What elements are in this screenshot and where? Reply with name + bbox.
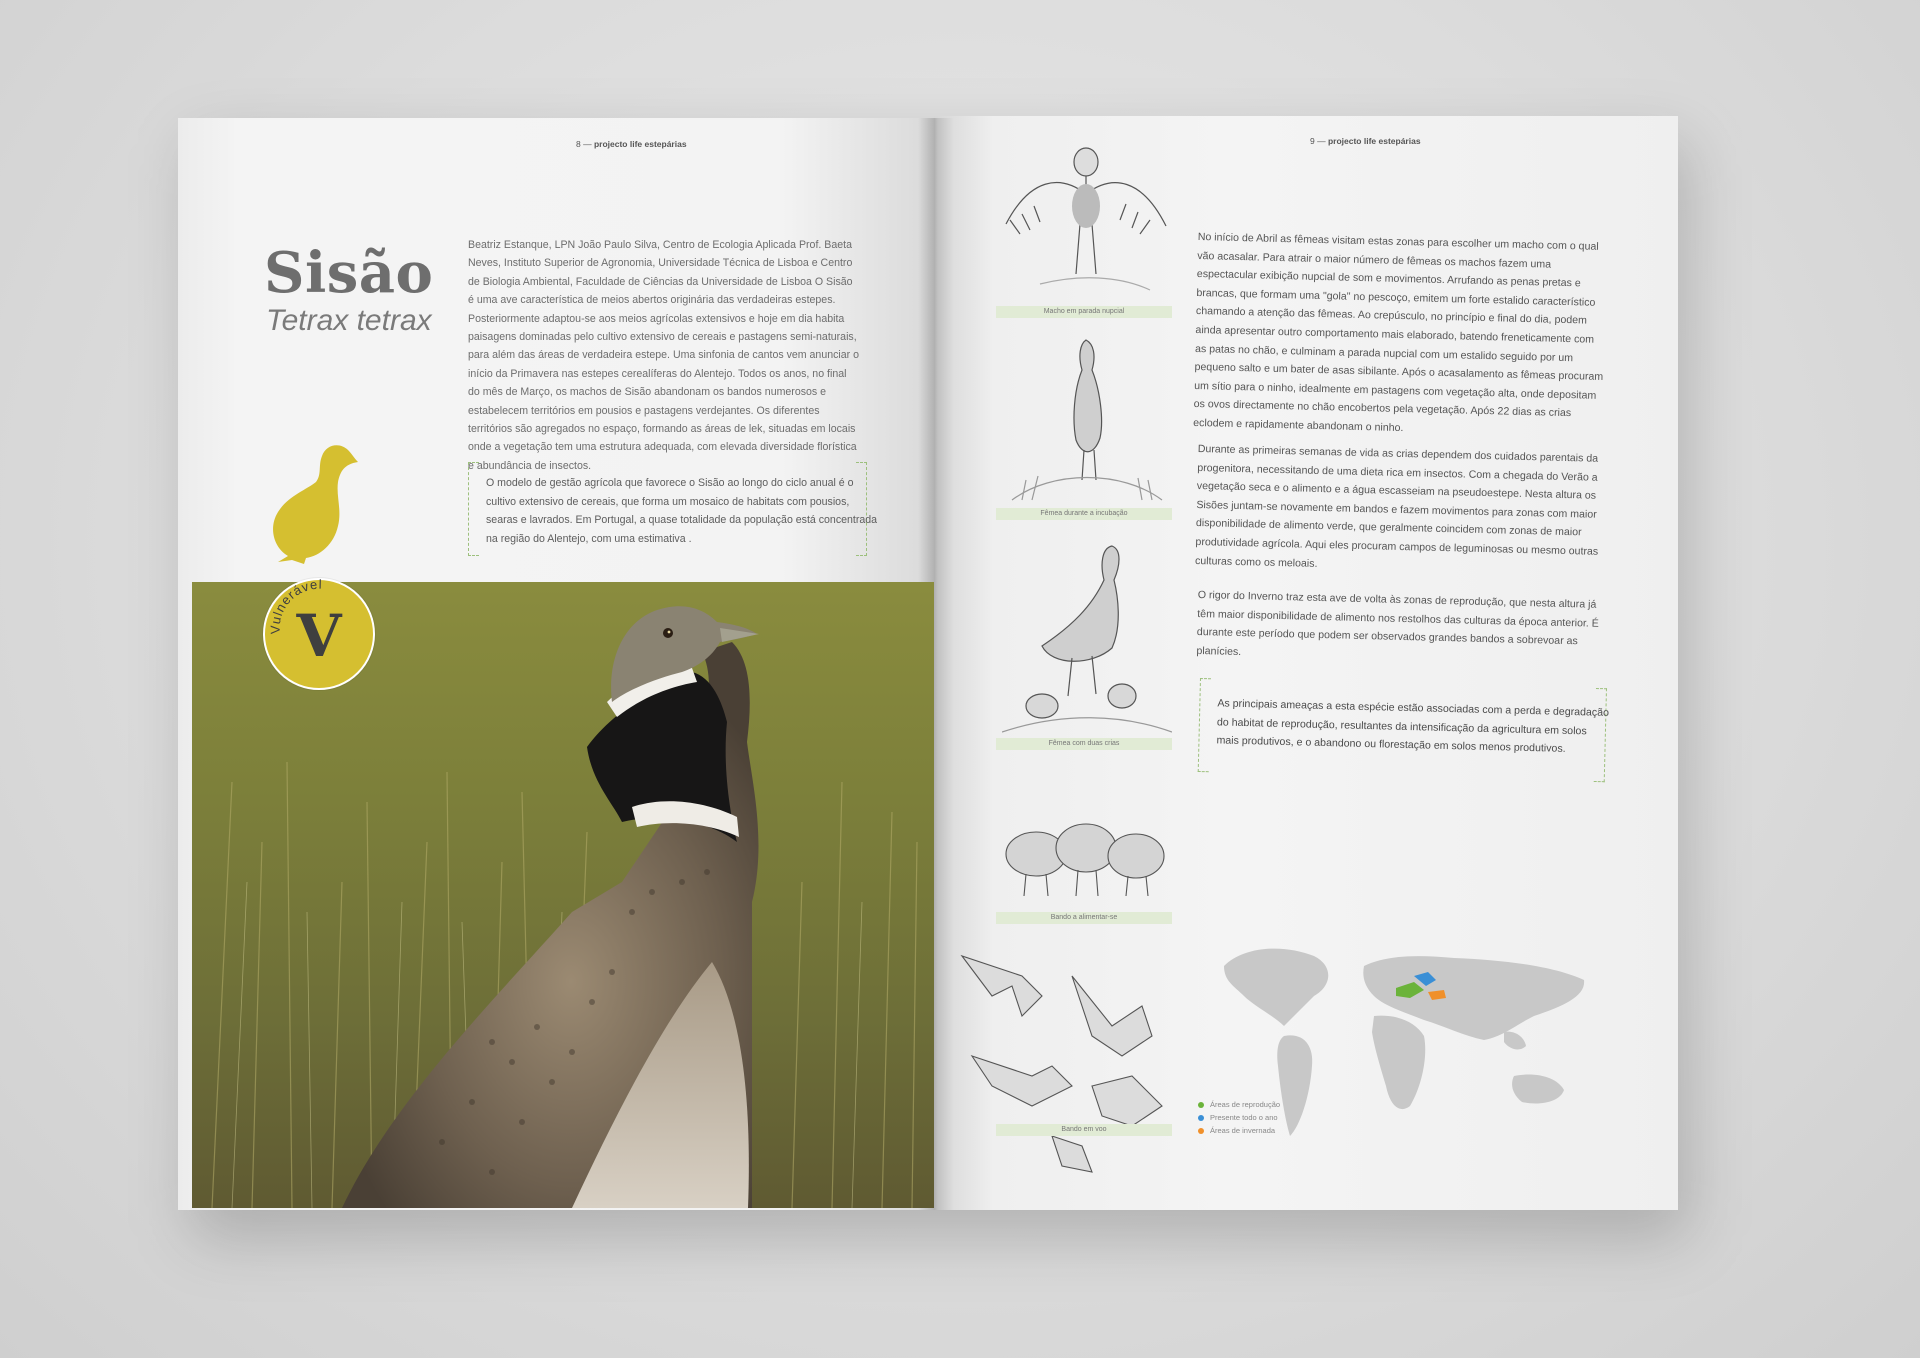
legend-item (1198, 1100, 1280, 1109)
intro-paragraph: Beatriz Estanque, LPN João Paulo Silva, Centro de Ecologia Aplicada Prof. Baeta Neves, Instituto Superior de Agronomia, Universidade Técnica de Lisboa e Centro de Biologia Ambiental, Faculdade de Ciências da Universidade de Lisboa O Sisão é uma ave característica de meios abertos originária das verdadeiras estepes. Posteriormente adaptou-se aos meios agrícolas extensivos e hoje em dia habita paisagens dominadas pelo cultivo extensivo de cereais e pastagens semi-naturais, para além das áreas de verdadeira estepe. Uma sinfonia de cantos vem anunciar o início da Primavera nas estepes cerealíferas do Alentejo. Todos os anos, no final do mês de Março, os machos de Sisão abandonam os bandos numerosos e estabelecem territórios em pousios e pastagens verdejantes. Os diferentes territórios são agregados no espaço, formando as áreas de lek, situadas em locais onde a vegetação tem uma estrutura adequada, com elevada diversidade florística e abundância de insectos. (468, 239, 860, 472)
status-label-arc (258, 572, 378, 692)
running-head-right-text: projecto life estepárias (1327, 136, 1421, 146)
legend-item (1198, 1126, 1280, 1135)
page-number-left: 8 — (576, 139, 592, 149)
caption-3: Fêmea com duas crias (996, 738, 1172, 750)
svg-text:Vulnerável (268, 577, 323, 635)
paragraph-breeding: No início de Abril as fêmeas visitam estas zonas para escolher um macho com o qual vão acasalar. Para atrair o maior número de fêmeas os machos fazem uma espectacular exibição nupcial de som e movimentos. Arrufando as penas pretas e brancas, que formam uma "gola" no pescoço, emitem um forte estalido característico chamando a atenção das fêmeas. Ao crepúsculo, no princípio e final do dia, podem ainda apresentar outro comportamento mais elaborado, batendo freneticamente com as patas no chão, e culminam a parada nupcial com um estalido seguido por um pequeno salto e um bater de asas sibilante. Após o acasalamento as fêmeas procuram um sítio para o ninho, idealmente em pastagens com vegetação alta, onde depositam os ovos directamente no chão encobertos pela vegetação. Após 22 dias as crias eclodem e rapidamente abandonam o ninho. (1193, 230, 1604, 435)
running-head-left-text: projecto life estepárias (593, 139, 687, 149)
sketch-flock-feeding (996, 804, 1172, 904)
legend-swatch-green (1198, 1102, 1204, 1108)
paragraph-winter: O rigor do Inverno traz esta ave de volta às zonas de reprodução, que nesta altura já têm maior disponibilidade de alimento nos restolhos das culturas da época anterior. É durante este período que podem ser observados grandes bandos a sobrevoar as planícies. (1196, 588, 1599, 658)
page-number-right: 9 — (1310, 136, 1326, 146)
sketch-with-chicks (1002, 536, 1172, 736)
legend-label: Áreas de invernada (1210, 1126, 1276, 1135)
caption-1: Macho em parada nupcial (996, 306, 1172, 318)
caption-4: Bando a alimentar-se (996, 912, 1172, 924)
paragraph-chicks: Durante as primeiras semanas de vida as crias dependem dos cuidados parentais da progenitora, necessitando de uma dieta rica em insectos. Com a chegada do Verão a vegetação seca e o alimento e a água escasseiam na pseudoestepe. Nesta altura os Sisões juntam-se novamente em bandos e fazem movimentos para zonas com maior disponibilidade de alimento verde, que geralmente coincidem com zonas de maior produtividade agrícola. Aqui eles procuram campos de leguminosas ou mesmo outras culturas como os meloais. (1194, 442, 1599, 570)
legend-swatch-orange (1198, 1128, 1204, 1134)
species-scientific-name: Tetrax tetrax (266, 304, 432, 337)
caption-2: Fêmea durante a incubação (996, 508, 1172, 520)
legend-swatch-blue (1198, 1115, 1204, 1121)
legend-label: Presente todo o ano (1210, 1113, 1278, 1122)
sketch-flock-flying (952, 936, 1176, 1176)
callout-threats: As principais ameaças a esta espécie estão associadas com a perda e degradação do habitat de reprodução, resultantes da intensificação da agricultura em solos mais produtivos, e o abandono ou florestação em solos menos produtivos. (1216, 697, 1610, 756)
legend-item (1198, 1113, 1280, 1122)
sketch-incubation (1002, 330, 1170, 506)
running-head-right (1310, 136, 1421, 146)
running-head-left (576, 139, 687, 149)
callout-left: O modelo de gestão agrícola que favorece o Sisão ao longo do ciclo anual é o cultivo extensivo de cereais, que forma um mosaico de habitats com pousios, searas e lavrados. Em Portugal, a quase totalidade da população está concentrada na região do Alentejo, com uma estimativa . (486, 477, 878, 545)
status-word: Vulnerável (267, 576, 323, 635)
legend-label: Áreas de reprodução (1210, 1100, 1281, 1109)
map-legend (1198, 1100, 1280, 1139)
caption-5: Bando em voo (996, 1124, 1172, 1136)
species-title: Sisão (264, 240, 434, 306)
bird-silhouette-icon (258, 440, 368, 570)
sketch-display (1000, 134, 1172, 304)
status-letter: V (296, 602, 342, 670)
